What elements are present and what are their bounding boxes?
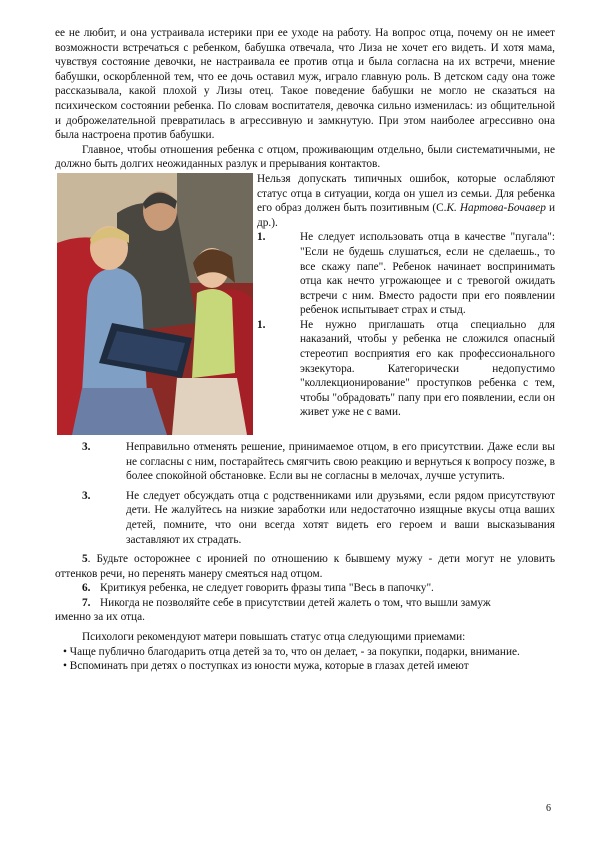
list-item-irony: [55, 552, 555, 581]
list-item-number: 1.: [257, 318, 266, 331]
list-item: [257, 318, 555, 420]
list-item: [55, 489, 555, 547]
list-item-text: Не следует обсуждать отца с родственниками или друзьями, если рядом присутствуют дети. Не жалуйтесь на низкие заработки или недостаточно изящные вкусы отца ваших детей, помните, что они всегда хотят видеть его героем и ваши высказывания заставляют их страдать.: [126, 489, 555, 546]
list-item-number: 7.: [82, 596, 91, 609]
list-item-number: 3.: [82, 440, 91, 453]
paragraph-grandmother-story: ее не любит, и она устраивала истерики при ее уходе на работу. На вопрос отца, почему он не имеет возможности встречаться с ребенком, бабушка отвечала, что Лиза не хочет его видеть. И хотя мама, чувствуя состояние девочки, не настраивала ее против отца и была согласна на их встречи, мнение бабушки, оскорбленной тем, что ее дочь оставил муж, играло главную роль. В детском саду она тоже рассказывала, какой плохой у Лизы отец. Такое поведение бабушки не могло не сказаться на психическом состоянии ребенка. По словам воспитателя, девочка сильно изменилась: из общительной и доброжелательной превратилась в агрессивную и замкнутую. При этом наиболее агрессивно она была настроена против бабушки.: [55, 27, 555, 142]
paragraph-typical-mistakes: Нельзя допускать типичных ошибок, которые ослабляют статус отца в ситуации, когда он ушел из семьи. Для ребенка его образ должен быть позитивным (С.К. Нартова-Бочавер и др.).: [257, 172, 556, 229]
list-item-number: 3.: [82, 489, 91, 502]
list-item: [55, 581, 555, 596]
list-item-continuation: именно за их отца.: [55, 611, 145, 624]
list-item: [257, 230, 555, 318]
list-item-text: Никогда не позволяйте себе в присутствии детей жалеть о том, что вышли замуж: [100, 596, 491, 609]
list-item-number: 1.: [257, 231, 266, 244]
list-item: [55, 596, 555, 611]
family-reading-photo: [57, 173, 253, 435]
bullet-item: • Вспоминать при детях о поступках из юности мужа, которые в глазах детей имеют: [63, 660, 469, 673]
paragraph-recommendations-intro: Психологи рекомендуют матери повышать статус отца следующими приемами:: [82, 631, 466, 644]
list-item: [55, 440, 555, 484]
list-item-text: Критикуя ребенка, не следует говорить фразы типа "Весь в папочку".: [100, 582, 434, 595]
list-item-text: Не нужно приглашать отца специально для наказаний, чтобы у ребенка не сложился опасный стереотип восприятия его как профессионального экзекутора. Категорически недопустимо "коллекционирование" проступков ребенка с тем, чтобы "обрадовать" папу при его появлении, если он живет уже не с вами.: [300, 318, 555, 419]
list-item-text: Не следует использовать отца в качестве "пугала": "Если не будешь слушаться, если не сделаешь., то все скажу папе". Ребенок начинает воспринимать отца как нечто угрожающее и с тревогой ожидать встречи с ним. Вместо радости при его появлении ребенок испытывает страх и стыд.: [300, 231, 555, 317]
list-item-text: Неправильно отменять решение, принимаемое отцом, в его присутствии. Даже если вы не согласны с ним, постарайтесь смягчить свою реакцию и вернуться к вопросу позже, в более спокойной обстановке. Если вы не согласны в мелочах, лучше уступить.: [126, 440, 555, 483]
page-content: [55, 26, 555, 674]
bullet-item: • Чаще публично благодарить отца детей за то, что он делает, - за покупки, подарки, внимание.: [63, 645, 520, 658]
list-item-number: 5: [82, 553, 88, 566]
list-item-text: . Будьте осторожнее с иронией по отношению к бывшему мужу - дети могут не уловить оттенков речи, но перенять манеру смеяться над отцом.: [55, 553, 555, 580]
page-number: 6: [546, 803, 551, 814]
list-item-number: 6.: [82, 582, 91, 595]
paragraph-systematic-contacts: Главное, чтобы отношения ребенка с отцом, проживающим отдельно, были систематичными, не должно быть долгих неожиданных разлук и прерывания контактов.: [55, 143, 555, 171]
author-citation: К. Нартова-Бочавер: [446, 202, 546, 215]
